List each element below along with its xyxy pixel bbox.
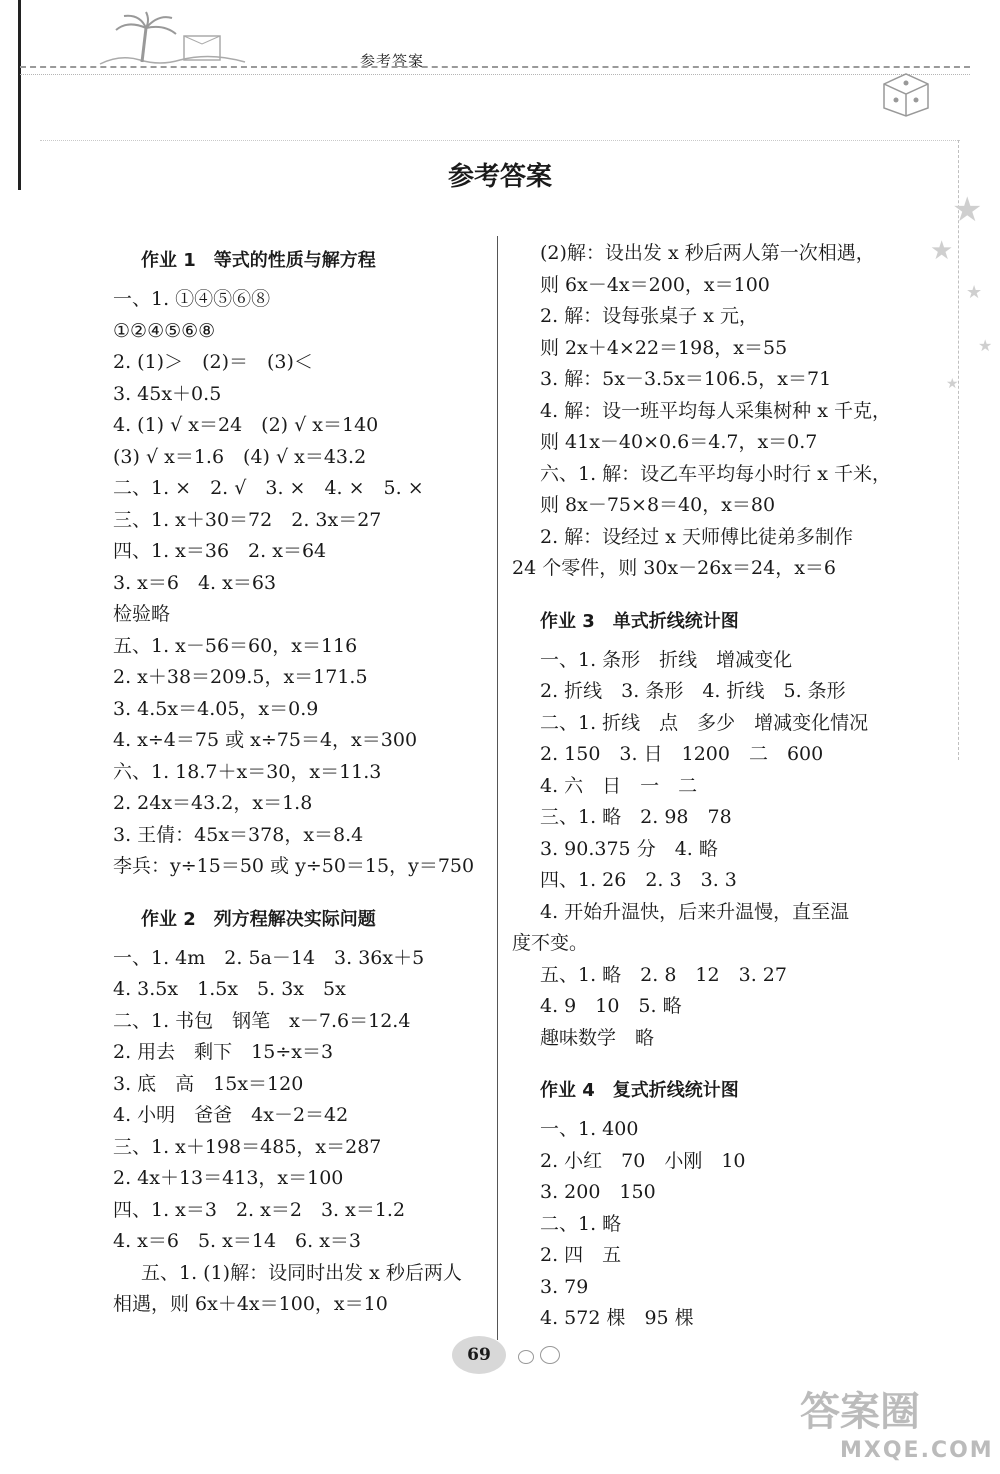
answer-line: 4. 开始升温快，后来升温慢，直至温 <box>540 900 850 923</box>
answer-line: 3. 底 高 15x＝120 <box>113 1072 304 1095</box>
answer-line: 2. 四 五 <box>540 1244 622 1266</box>
decor-circle <box>540 1346 560 1364</box>
section-gap <box>113 883 485 897</box>
answer-line: 一、1. 4m 2. 5a－14 3. 36x＋5 <box>113 946 425 969</box>
section-heading: 作业 1 等式的性质与解方程 <box>141 250 376 271</box>
page-number: 69 <box>452 1336 506 1374</box>
header-divider-dotted <box>20 74 970 75</box>
answer-line: 2. 24x＝43.2，x＝1.8 <box>113 792 313 814</box>
answer-line: ①②④⑤⑥⑧ <box>113 319 216 342</box>
star-icon: ★ <box>930 236 954 266</box>
answer-line: 24 个零件，则 30x－26x＝24，x＝6 <box>512 557 837 579</box>
answer-line: 2. 折线 3. 条形 4. 折线 5. 条形 <box>540 680 846 702</box>
answer-line: 3. 79 <box>540 1275 589 1298</box>
answer-line: 二、1. 折线 点 多少 增减变化情况 <box>540 711 869 734</box>
answer-line: 4. (1) √ x＝24 (2) √ x＝140 <box>113 414 379 436</box>
answer-line: 3. 45x＋0.5 <box>113 382 222 405</box>
answer-line: 一、1. ①④⑤⑥⑧ <box>113 288 271 310</box>
header-divider-light <box>40 140 960 141</box>
answer-line: 3. 王倩：45x＝378，x＝8.4 <box>113 823 364 846</box>
answer-line: 四、1. x＝3 2. x＝2 3. x＝1.2 <box>113 1198 406 1221</box>
answer-line: 2. 4x＋13＝413，x＝100 <box>113 1167 344 1189</box>
side-dotted-line <box>958 140 959 760</box>
palm-tree-icon <box>80 10 250 66</box>
answer-line: 3. 解：5x－3.5x＝106.5，x＝71 <box>540 368 832 390</box>
answer-line: 趣味数学 略 <box>540 1026 655 1049</box>
answer-line: 3. 200 150 <box>540 1181 656 1203</box>
answer-line: 4. 9 10 5. 略 <box>540 995 682 1017</box>
answer-line: 六、1. 18.7＋x＝30，x＝11.3 <box>113 760 382 783</box>
answer-line: 三、1. x＋198＝485，x＝287 <box>113 1135 382 1158</box>
answer-line: 4. 572 棵 95 棵 <box>540 1307 694 1329</box>
page-title: 参考答案 <box>447 162 552 192</box>
answer-line: 三、1. 略 2. 98 78 <box>540 806 732 828</box>
answer-line: 相遇，则 6x＋4x＝100，x＝10 <box>113 1293 388 1315</box>
answer-line: 五、1. (1)解：设同时出发 x 秒后两人 <box>141 1261 462 1284</box>
watermark-logo: 答案圈 <box>800 1389 920 1435</box>
answer-line: 五、1. x－56＝60，x＝116 <box>113 634 358 657</box>
answer-line: 二、1. 略 <box>540 1212 622 1235</box>
answer-line: 4. x÷4＝75 或 x÷75＝4，x＝300 <box>113 729 418 751</box>
answer-line: 五、1. 略 2. 8 12 3. 27 <box>540 963 787 986</box>
answer-line: 二、1. × 2. √ 3. × 4. × 5. × <box>113 477 424 499</box>
decor-circle <box>518 1350 534 1364</box>
section-heading: 作业 2 列方程解决实际问题 <box>141 908 376 930</box>
dice-icon <box>878 66 934 118</box>
answer-line: 3. 4.5x＝4.05，x＝0.9 <box>113 697 319 720</box>
answer-line: 2. 小红 70 小刚 10 <box>540 1149 746 1172</box>
section-heading: 作业 3 单式折线统计图 <box>540 610 739 632</box>
answer-line: 4. 六 日 一 二 <box>540 774 698 797</box>
answer-line: 2. (1)＞ (2)＝ (3)＜ <box>113 351 313 373</box>
answer-line: 二、1. 书包 钢笔 x－7.6＝12.4 <box>113 1009 411 1032</box>
answer-line: 2. 解：设经过 x 天师傅比徒弟多制作 <box>540 525 853 548</box>
answer-line: 一、1. 条形 折线 增减变化 <box>540 648 793 671</box>
star-icon: ★ <box>952 190 983 230</box>
answer-line: 3. x＝6 4. x＝63 <box>113 571 277 594</box>
answer-line: 4. 小明 爸爸 4x－2＝42 <box>113 1104 349 1126</box>
answer-line: 李兵：y÷15＝50 或 y÷50＝15，y＝750 <box>113 855 475 877</box>
answer-line: 2. x＋38＝209.5，x＝171.5 <box>113 666 368 688</box>
answer-line: 四、1. 26 2. 3 3. 3 <box>540 869 737 891</box>
answer-line: 4. 解：设一班平均每人采集树种 x 千克， <box>540 399 891 422</box>
answer-line: 3. 90.375 分 4. 略 <box>540 837 718 860</box>
answer-line: 检验略 <box>113 603 171 625</box>
answer-line: 2. 150 3. 日 1200 二 600 <box>540 743 824 765</box>
star-icon: ★ <box>978 336 993 355</box>
header-title: 参考答案 <box>360 52 425 70</box>
answer-line: 4. 3.5x 1.5x 5. 3x 5x <box>113 978 346 1000</box>
section-gap <box>512 585 952 599</box>
section-heading: 作业 4 复式折线统计图 <box>540 1080 739 1101</box>
section-gap <box>512 1054 952 1068</box>
answer-line: 2. 解：设每张桌子 x 元， <box>540 305 758 327</box>
answer-column-right <box>512 238 952 1335</box>
answer-line: (3) √ x＝1.6 (4) √ x＝43.2 <box>113 445 367 468</box>
answer-line: 2. 用去 剩下 15÷x＝3 <box>113 1041 334 1063</box>
column-divider <box>497 236 498 1340</box>
answer-line: 则 41x－40×0.6＝4.7，x＝0.7 <box>540 431 818 453</box>
answer-column-left <box>113 238 485 1321</box>
answer-line: 一、1. 400 <box>540 1118 639 1140</box>
answer-line: 则 6x－4x＝200，x＝100 <box>540 273 770 296</box>
answer-line: 则 8x－75×8＝40，x＝80 <box>540 494 776 516</box>
watermark-url: MXQE.COM <box>840 1438 994 1463</box>
answer-line: 则 2x＋4×22＝198，x＝55 <box>540 336 788 359</box>
answer-line: 三、1. x＋30＝72 2. 3x＝27 <box>113 508 382 531</box>
answer-line: (2)解：设出发 x 秒后两人第一次相遇， <box>540 242 875 264</box>
answer-line: 六、1. 解：设乙车平均每小时行 x 千米， <box>540 462 891 485</box>
star-icon: ★ <box>946 376 959 392</box>
header-divider <box>20 66 970 68</box>
answer-line: 度不变。 <box>512 932 589 954</box>
star-icon: ★ <box>966 282 983 303</box>
answer-line: 四、1. x＝36 2. x＝64 <box>113 540 327 562</box>
answer-line: 4. x＝6 5. x＝14 6. x＝3 <box>113 1230 362 1252</box>
